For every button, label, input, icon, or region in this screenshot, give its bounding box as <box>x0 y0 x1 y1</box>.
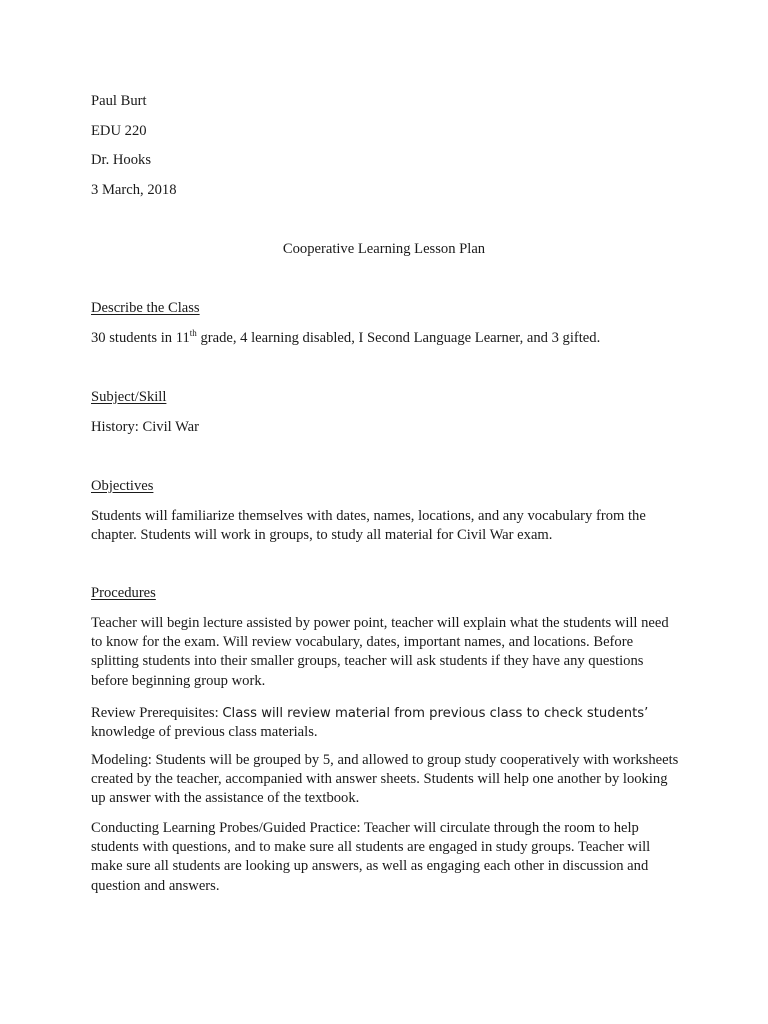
course-code: EDU 220 <box>91 123 147 139</box>
review-prerequisites <box>91 704 681 742</box>
document-date: 3 March, 2018 <box>91 182 177 198</box>
subject-text: History: Civil War <box>91 419 200 435</box>
class-text-before: 30 students in 11 <box>91 330 190 346</box>
objectives-text: Students will familiarize themselves with dates, names, locations, and any vocabulary from the chapter. Students will work in groups, to study all material for Civil War exam. <box>91 508 646 544</box>
class-superscript: th <box>189 328 197 339</box>
modeling-paragraph: Modeling: Students will be grouped by 5, and allowed to group study cooperatively with worksheets created by the teacher, accompanied with answer sheets. Students will help one another by looking up answer with the assistance of the textbook. <box>91 752 679 807</box>
section-heading-subject: Subject/Skill <box>91 389 167 405</box>
section-heading-class: Describe the Class <box>91 300 200 316</box>
class-text-after: grade, 4 learning disabled, I Second Language Learner, and 3 gifted. <box>196 330 601 346</box>
instructor-name: Dr. Hooks <box>91 152 151 168</box>
prereq-sans-text: Class will review material from previous class to check students’ <box>222 706 649 721</box>
document-title: Cooperative Learning Lesson Plan <box>282 241 486 257</box>
author-name: Paul Burt <box>91 93 147 109</box>
guided-practice-paragraph: Conducting Learning Probes/Guided Practice: Teacher will circulate through the room to help students with questions, and to make sure all students are engaged in study groups. Teacher will make sure all students are looking up answers, as well as engaging each other in discussion and question and answers. <box>91 820 651 894</box>
section-heading-objectives: Objectives <box>91 478 154 494</box>
prereq-rest-text: knowledge of previous class materials. <box>91 724 318 741</box>
class-description <box>91 329 681 348</box>
procedures-paragraph: Teacher will begin lecture assisted by power point, teacher will explain what the students will need to know for the exam. Will review vocabulary, dates, important names, and locations. Before splitting students into their smaller groups, teacher will ask students if they have any questions before beginning group work. <box>91 615 669 689</box>
section-heading-procedures: Procedures <box>91 585 156 601</box>
prereq-label: Review Prerequisites: <box>91 705 223 721</box>
